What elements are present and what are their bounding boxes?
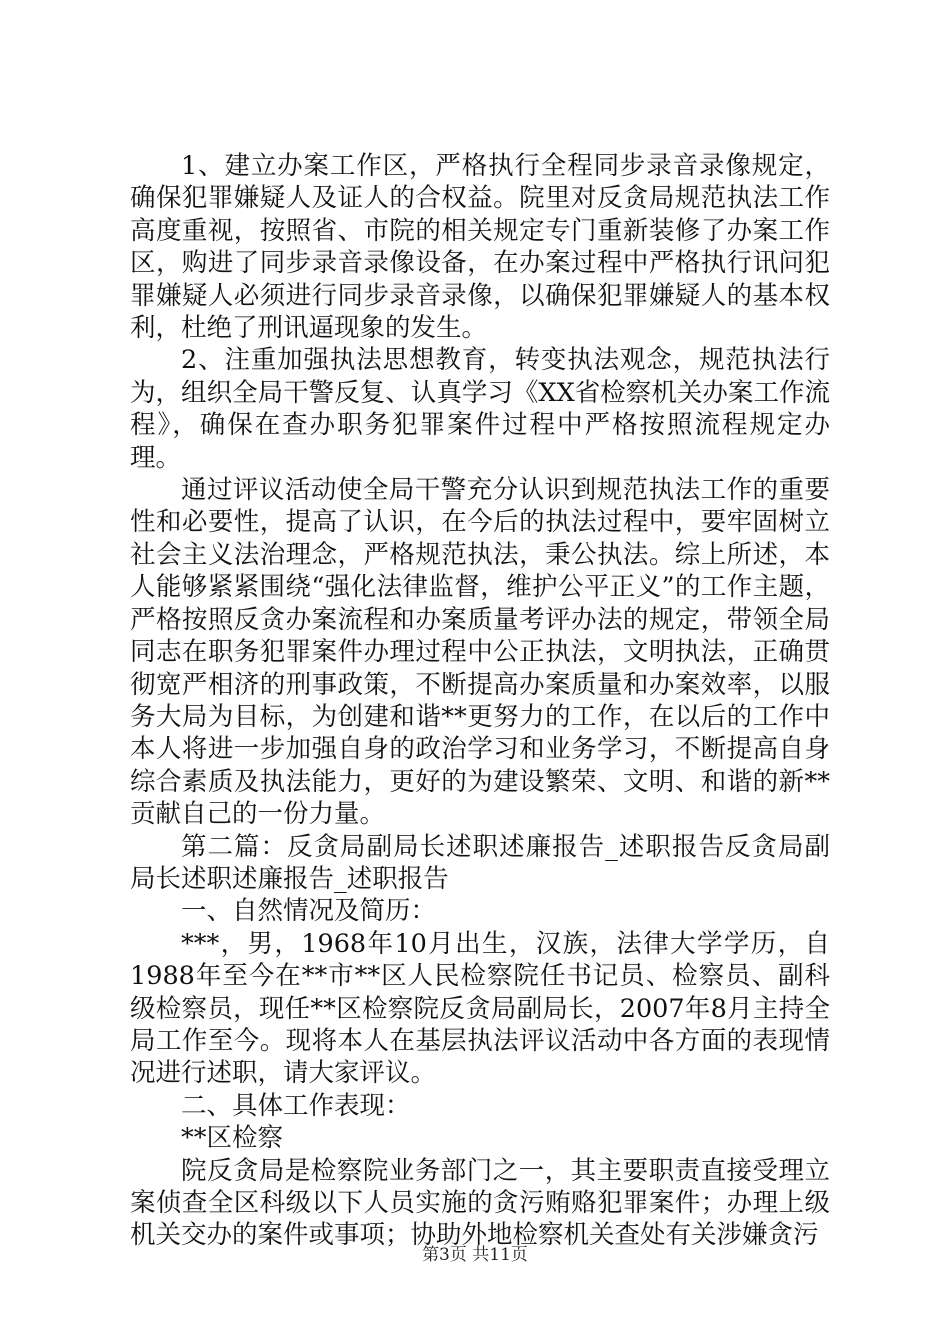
- page-footer: 第3页 共11页: [422, 1245, 528, 1265]
- section-title: 第二篇：反贪局副局长述职述廉报告_述职报告反贪局副局长述职述廉报告_述职报告: [130, 831, 830, 894]
- paragraph-bureau-duties: 院反贪局是检察院业务部门之一，其主要职责直接受理立案侦查全区科级以下人员实施的贪污贿赂犯罪案件；办理上级机关交办的案件或事项；协助外地检察机关查处有关涉嫌贪污: [130, 1155, 830, 1251]
- paragraph-district: **区检察: [181, 1123, 284, 1154]
- paragraph-2: 2、注重加强执法思想教育，转变执法观念，规范执法行为，组织全局干警反复、认真学习《XX省检察机关办案工作流程》，确保在查办职务犯罪案件过程中严格按照流程规定办理。: [130, 345, 830, 473]
- paragraph-bio: ***，男，1968年10月出生，汉族，法律大学学历，自1988年至今在**市**区人民检察院任书记员、检察员、副科级检察员，现任**区检察院反贪局副局长，2007年8月主持全局工作至今。现将本人在基层执法评议活动中各方面的表现情况进行述职，请大家评议。: [130, 928, 830, 1089]
- heading-natural-info: 一、自然情况及简历：: [181, 896, 437, 927]
- paragraph-3: 通过评议活动使全局干警充分认识到规范执法工作的重要性和必要性，提高了认识，在今后的执法过程中，要牢固树立社会主义法治理念，严格规范执法，秉公执法。综上所述，本人能够紧紧围绕“强化法律监督，维护公平正义”的工作主题，严格按照反贪办案流程和办案质量考评办法的规定，带领全局同志在职务犯罪案件办理过程中公正执法，文明执法，正确贯彻宽严相济的刑事政策，不断提高办案质量和办案效率，以服务大局为目标，为创建和谐**更努力的工作，在以后的工作中本人将进一步加强自身的政治学习和业务学习，不断提高自身综合素质及执法能力，更好的为建设繁荣、文明、和谐的新**贡献自己的一份力量。: [130, 475, 830, 830]
- heading-work-performance: 二、具体工作表现：: [181, 1090, 411, 1121]
- document-body: [130, 150, 830, 1252]
- paragraph-1: 1、建立办案工作区，严格执行全程同步录音录像规定，确保犯罪嫌疑人及证人的合权益。院里对反贪局规范执法工作高度重视，按照省、市院的相关规定专门重新装修了办案工作区，购进了同步录音录像设备，在办案过程中严格执行讯问犯罪嫌疑人必须进行同步录音录像，以确保犯罪嫌疑人的基本权利，杜绝了刑讯逼现象的发生。: [130, 151, 830, 344]
